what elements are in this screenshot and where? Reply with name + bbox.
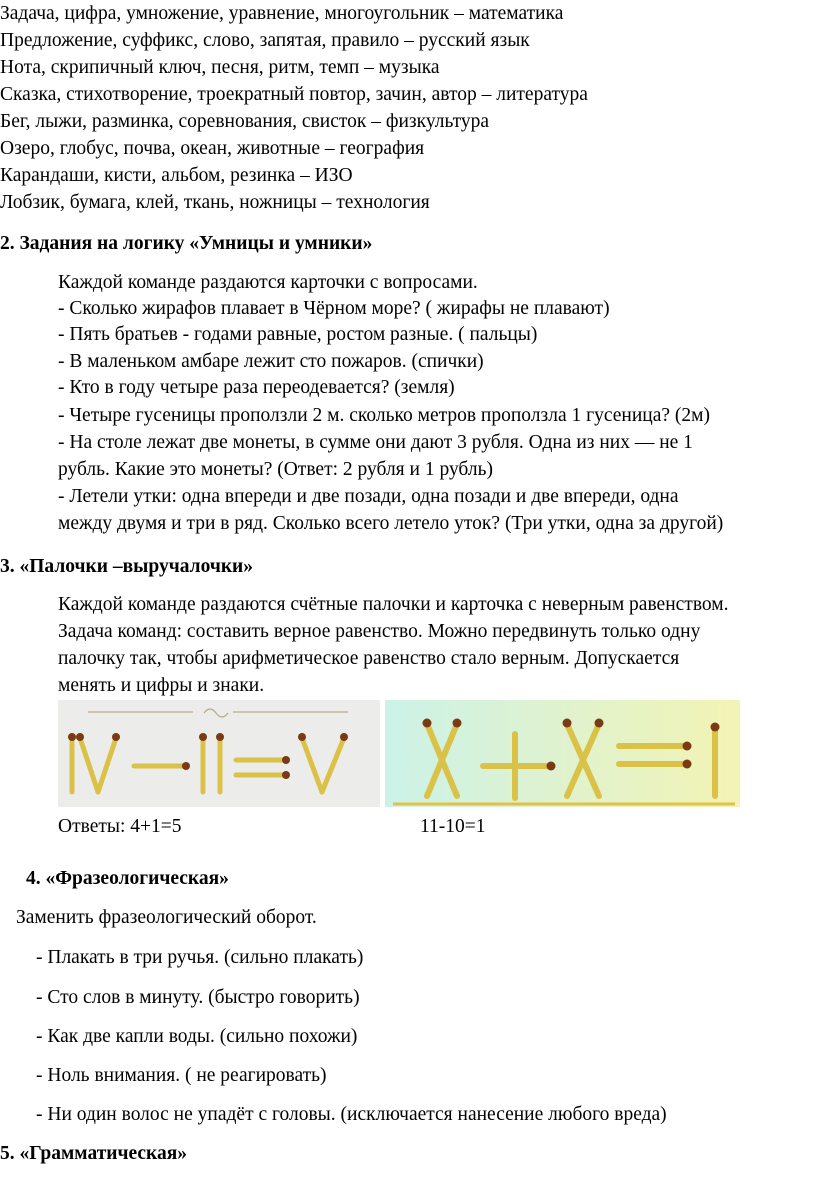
section-4-intro: Заменить фразеологический оборот.: [16, 907, 317, 928]
section-3-line: Задача команд: составить верное равенство. Можно передвинуть только одну: [58, 621, 701, 642]
phrase-item: - Ни один волос не упадёт с головы. (исключается нанесение любого вреда): [36, 1104, 667, 1125]
answers-right: 11-10=1: [420, 816, 486, 837]
section-2-line: - Пять братьев - годами равные, ростом разные. ( пальцы): [58, 324, 538, 345]
phrase-item: - Сто слов в минуту. (быстро говорить): [36, 987, 360, 1008]
answers-left: Ответы: 4+1=5: [58, 816, 182, 837]
section-2-line: - В маленьком амбаре лежит сто пожаров. (спички): [58, 351, 484, 372]
section-4-heading: 4. «Фразеологическая»: [26, 868, 229, 889]
section-2-line: - На столе лежат две монеты, в сумме они дают 3 рубля. Одна из них — не 1: [58, 432, 693, 453]
subject-line-6: Озеро, глобус, почва, океан, животные – география: [0, 138, 425, 159]
section-3-line: Каждой команде раздаются счётные палочки и карточка с неверным равенством.: [58, 594, 729, 615]
subject-line-5: Бег, лыжи, разминка, соревнования, свисток – физкультура: [0, 111, 490, 132]
phrase-item: - Как две капли воды. (сильно похожи): [36, 1026, 358, 1047]
section-5-heading: 5. «Грамматическая»: [0, 1143, 188, 1164]
matchstick-puzzle-image-1: [58, 700, 380, 807]
subject-line-8: Лобзик, бумага, клей, ткань, ножницы – технология: [0, 192, 430, 213]
section-2-line: - Четыре гусеницы проползли 2 м. сколько метров проползла 1 гусеница? (2м): [58, 405, 710, 426]
section-2-line: - Кто в году четыре раза переодевается? (земля): [58, 377, 455, 398]
section-3-heading: 3. «Палочки –выручалочки»: [0, 556, 254, 577]
subject-line-3: Нота, скрипичный ключ, песня, ритм, темп – музыка: [0, 57, 440, 78]
subject-line-2: Предложение, суффикс, слово, запятая, правило – русский язык: [0, 30, 530, 51]
subject-line-4: Сказка, стихотворение, троекратный повтор, зачин, автор – литература: [0, 84, 588, 105]
subject-line-7: Карандаши, кисти, альбом, резинка – ИЗО: [0, 165, 353, 186]
section-2-line: между двумя и три в ряд. Сколько всего летело уток? (Три утки, одна за другой): [58, 513, 724, 534]
section-2-line: рубль. Какие это монеты? (Ответ: 2 рубля и 1 рубль): [58, 459, 493, 480]
phrase-item: - Плакать в три ручья. (сильно плакать): [36, 947, 364, 968]
section-3-line: менять и цифры и знаки.: [58, 675, 265, 696]
section-3-line: палочку так, чтобы арифметическое равенство стало верным. Допускается: [58, 648, 680, 669]
subject-line-1: Задача, цифра, умножение, уравнение, многоугольник – математика: [0, 3, 564, 24]
matchstick-puzzle-image-2: [385, 700, 740, 807]
section-2-line: - Летели утки: одна впереди и две позади, одна позади и две впереди, одна: [58, 486, 679, 507]
section-2-line: - Сколько жирафов плавает в Чёрном море? ( жирафы не плавают): [58, 298, 610, 319]
section-2-line: Каждой команде раздаются карточки с вопросами.: [58, 272, 478, 293]
section-2-heading: 2. Задания на логику «Умницы и умники»: [0, 233, 373, 254]
phrase-item: - Ноль внимания. ( не реагировать): [36, 1065, 327, 1086]
